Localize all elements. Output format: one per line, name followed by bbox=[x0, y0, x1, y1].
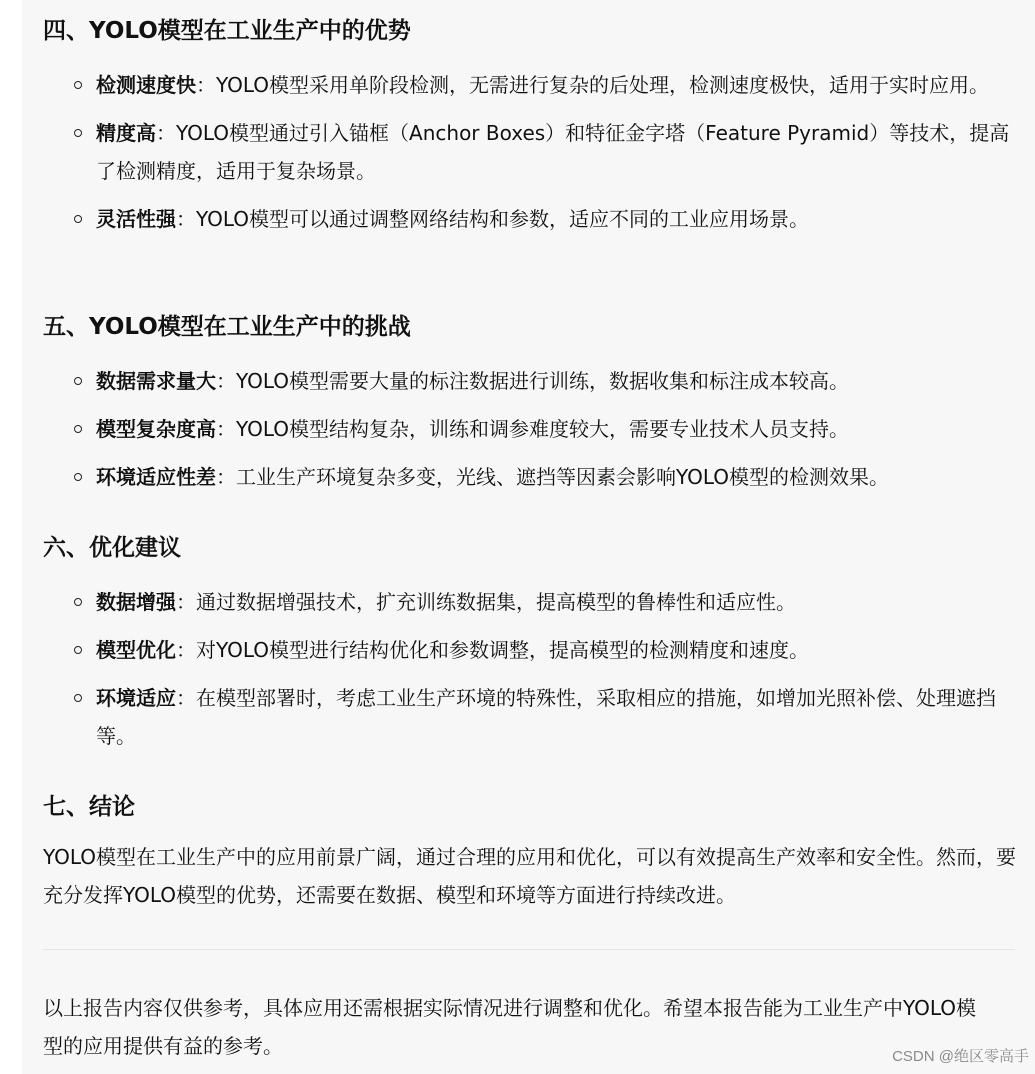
circle-bullet-icon bbox=[74, 81, 82, 89]
circle-bullet-icon bbox=[74, 646, 82, 654]
closing-paragraph: 以上报告内容仅供参考，具体应用还需根据实际情况进行调整和优化。希望本报告能为工业生产中YOLO模型的应用提供有益的参考。 bbox=[43, 996, 977, 1058]
circle-bullet-icon bbox=[74, 473, 82, 481]
circle-bullet-icon bbox=[74, 425, 82, 433]
item-text: ：YOLO模型通过引入锚框（Anchor Boxes）和特征金字塔（Feature Pyramid）等技术，提高了检测精度，适用于复杂场景。 bbox=[96, 121, 1010, 183]
list-item bbox=[43, 631, 1028, 669]
item-text: ：YOLO模型需要大量的标注数据进行训练，数据收集和标注成本较高。 bbox=[216, 369, 850, 393]
advantages-list bbox=[43, 66, 1028, 248]
item-term: 模型优化 bbox=[96, 638, 176, 662]
circle-bullet-icon bbox=[74, 598, 82, 606]
csdn-watermark: CSDN @绝区零高手 bbox=[892, 1048, 1029, 1065]
suggestions-list bbox=[43, 583, 1028, 765]
list-item bbox=[43, 679, 1028, 755]
item-term: 检测速度快 bbox=[96, 73, 196, 97]
list-item bbox=[43, 458, 1028, 496]
section-heading-conclusion: 七、结论 bbox=[43, 794, 135, 820]
challenges-list bbox=[43, 362, 1028, 506]
circle-bullet-icon bbox=[74, 215, 82, 223]
list-item bbox=[43, 200, 1028, 238]
section-heading-suggestions: 六、优化建议 bbox=[43, 535, 181, 561]
item-text: ：在模型部署时，考虑工业生产环境的特殊性，采取相应的措施，如增加光照补偿、处理遮挡等。 bbox=[96, 686, 996, 748]
item-term: 灵活性强 bbox=[96, 207, 176, 231]
item-term: 环境适应 bbox=[96, 686, 176, 710]
item-term: 数据增强 bbox=[96, 590, 176, 614]
item-term: 环境适应性差 bbox=[96, 465, 216, 489]
item-text: ：YOLO模型结构复杂，训练和调参难度较大，需要专业技术人员支持。 bbox=[216, 417, 850, 441]
item-term: 数据需求量大 bbox=[96, 369, 216, 393]
item-term: 精度高 bbox=[96, 121, 156, 145]
item-text: ：通过数据增强技术，扩充训练数据集，提高模型的鲁棒性和适应性。 bbox=[176, 590, 796, 614]
item-term: 模型复杂度高 bbox=[96, 417, 216, 441]
list-item bbox=[43, 362, 1028, 400]
list-item bbox=[43, 66, 1028, 104]
section-heading-challenges: 五、YOLO模型在工业生产中的挑战 bbox=[43, 314, 411, 340]
circle-bullet-icon bbox=[74, 694, 82, 702]
divider bbox=[43, 949, 1015, 950]
list-item bbox=[43, 114, 1028, 190]
circle-bullet-icon bbox=[74, 129, 82, 137]
list-item bbox=[43, 583, 1028, 621]
item-text: ：YOLO模型可以通过调整网络结构和参数，适应不同的工业应用场景。 bbox=[176, 207, 810, 231]
item-text: ：YOLO模型采用单阶段检测，无需进行复杂的后处理，检测速度极快，适用于实时应用。 bbox=[196, 73, 990, 97]
list-item bbox=[43, 410, 1028, 448]
conclusion-paragraph: YOLO模型在工业生产中的应用前景广阔，通过合理的应用和优化，可以有效提高生产效率和安全性。然而，要充分发挥YOLO模型的优势，还需要在数据、模型和环境等方面进行持续改进。 bbox=[43, 845, 1017, 907]
section-heading-advantages: 四、YOLO模型在工业生产中的优势 bbox=[43, 18, 411, 44]
circle-bullet-icon bbox=[74, 377, 82, 385]
item-text: ：工业生产环境复杂多变，光线、遮挡等因素会影响YOLO模型的检测效果。 bbox=[216, 465, 890, 489]
item-text: ：对YOLO模型进行结构优化和参数调整，提高模型的检测精度和速度。 bbox=[176, 638, 810, 662]
